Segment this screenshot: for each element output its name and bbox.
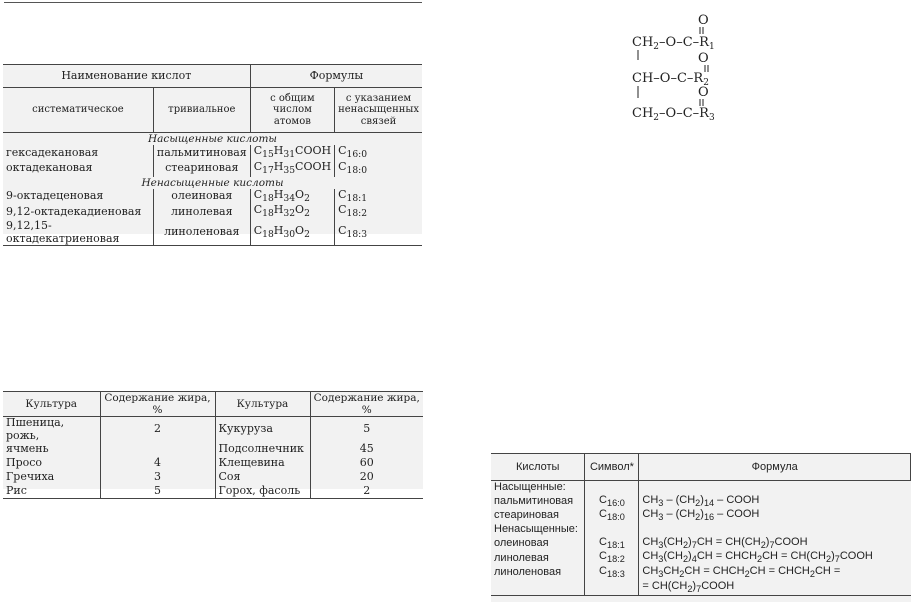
structure-row-1: $CH_2-O-C-R_1$ xyxy=(632,35,715,52)
fatty-acids-table xyxy=(3,64,422,245)
cell-symbol: $C_{18:1}$ xyxy=(585,536,639,551)
cell-crop: Просо xyxy=(6,456,43,470)
cell-formula: $CH_3 - (CH_2)_{14}$ – COOH xyxy=(639,494,911,509)
acid-formula-table xyxy=(491,453,911,602)
cell-short: $C_{18:2}$ xyxy=(335,204,422,220)
cell-fat: 5 xyxy=(310,417,423,443)
table-row xyxy=(491,508,911,523)
cell-symbol: $C_{16:0}$ xyxy=(585,494,639,509)
cell-systematic: 9,12,15-октадекатриеновая xyxy=(3,220,153,246)
table-row xyxy=(3,456,423,470)
cell-fat: 60 xyxy=(310,456,423,470)
cell-crop: Гречиха xyxy=(6,470,55,484)
table-row xyxy=(491,523,911,536)
cell-formula: $CH_3(CH_2)_4CH$ = $CHCH_2CH$ = $CH(CH_2)_7COOH$ xyxy=(639,550,911,565)
cell-fat xyxy=(100,442,215,456)
cell-crop: Кукуруза xyxy=(215,417,310,443)
cell-trivial: пальмитиновая xyxy=(153,145,250,161)
section-saturated: Насыщенные кислоты xyxy=(148,133,277,145)
table-row xyxy=(491,494,911,509)
structure-row-2: $CH-O-C-R_2$ xyxy=(632,71,709,88)
cell-fat: 2 xyxy=(100,417,215,443)
header-formulas: Формулы xyxy=(250,65,422,88)
cell-trivial: олеиновая xyxy=(153,189,250,205)
cell-formula: = $CH(CH_2)_7COOH$ xyxy=(639,580,911,595)
cell-crop: Подсолнечник xyxy=(215,442,310,456)
structure-row-3: $CH_2-O-C-R_3$ xyxy=(632,106,715,123)
cell-formula: $C_{18}H_{30}O_2$ xyxy=(250,220,334,246)
cell-trivial: линолевая xyxy=(153,204,250,220)
cell-formula: $C_{15}H_{31}COOH$ xyxy=(250,145,334,161)
cell-formula: $CH_3CH_2CH$ = $CHCH_2CH$ = $CHCH_2CH$ = xyxy=(639,565,911,580)
cell-fat: 2 xyxy=(310,484,423,499)
cell-acid: Ненасыщенные: xyxy=(494,523,578,536)
cell-acid: линолевая xyxy=(494,551,549,564)
table-row xyxy=(3,204,422,220)
header-fat: Содержание жира, % xyxy=(100,392,215,417)
cell-short: $C_{18:0}$ xyxy=(335,161,422,177)
oxygen-label: O xyxy=(698,85,709,100)
header-symbol: Символ* xyxy=(585,454,639,481)
header-systematic: систематическое xyxy=(3,88,153,133)
header-formula: Формула xyxy=(639,454,911,481)
header-general-formula: с общим числом атомов xyxy=(250,88,334,133)
cell-fat: 20 xyxy=(310,470,423,484)
cell-acid: олеиновая xyxy=(494,536,549,549)
table-row xyxy=(3,442,423,456)
table-row xyxy=(3,484,423,499)
cell-acid: стеариновая xyxy=(494,509,559,522)
cell-crop: Горох, фасоль xyxy=(215,484,310,499)
table-row xyxy=(3,417,423,443)
cell-short: $C_{16:0}$ xyxy=(335,145,422,161)
cell-short: $C_{18:1}$ xyxy=(335,189,422,205)
cell-systematic: октадекановая xyxy=(6,161,93,175)
table-row xyxy=(3,470,423,484)
cell-acid: пальмитиновая xyxy=(494,494,574,507)
table-row xyxy=(491,580,911,595)
cell-systematic: 9-октадеценовая xyxy=(6,189,104,203)
table-row xyxy=(3,145,422,161)
cell-formula: $CH_3 - (CH_2)_{16}$ – COOH xyxy=(639,508,911,523)
cell-systematic: гексадекановая xyxy=(6,145,99,159)
table-row xyxy=(3,161,422,177)
cell-crop: Рис xyxy=(3,484,100,499)
cell-formula: $C_{18}H_{32}O_2$ xyxy=(250,204,334,220)
cell-crop: Соя xyxy=(215,470,310,484)
crop-fat-table xyxy=(3,391,423,498)
header-crop: Культура xyxy=(3,392,100,417)
table-row xyxy=(491,481,911,494)
header-acids: Кислоты xyxy=(491,454,585,481)
table-row xyxy=(491,565,911,580)
cell-acid: линоленовая xyxy=(494,566,562,579)
header-acid-name: Наименование кислот xyxy=(3,65,250,88)
table-row xyxy=(3,220,422,246)
cell-trivial: стеариновая xyxy=(153,161,250,177)
cell-formula: $CH_3(CH_2)_7CH$ = $CH(CH_2)_7COOH$ xyxy=(639,536,911,551)
header-trivial: тривиальное xyxy=(153,88,250,133)
cell-formula: $C_{17}H_{35}COOH$ xyxy=(250,161,334,177)
header-crop: Культура xyxy=(215,392,310,417)
cell-formula: $C_{18}H_{34}O_2$ xyxy=(250,189,334,205)
header-fat: Содержание жира, % xyxy=(310,392,423,417)
cell-crop: ячмень xyxy=(6,442,49,456)
cell-crop: Клещевина xyxy=(215,456,310,470)
cell-acid: Насыщенные: xyxy=(494,481,566,493)
cell-symbol: $C_{18:0}$ xyxy=(585,508,639,523)
cell-fat: 5 xyxy=(100,484,215,499)
table-row xyxy=(3,189,422,205)
cell-symbol: $C_{18:2}$ xyxy=(585,550,639,565)
top-rule xyxy=(4,2,422,3)
section-unsaturated: Ненасыщенные кислоты xyxy=(141,176,284,189)
cell-trivial: линоленовая xyxy=(153,220,250,246)
table-row xyxy=(491,536,911,551)
oxygen-label: O xyxy=(698,51,709,66)
cell-fat: 45 xyxy=(310,442,423,456)
cell-fat: 3 xyxy=(100,470,215,484)
cell-crop: Пшеница, рожь, xyxy=(6,416,65,442)
triglyceride-structure xyxy=(630,10,780,125)
header-unsaturated-bonds: с указанием ненасыщенных связей xyxy=(335,88,422,133)
cell-symbol: $C_{18:3}$ xyxy=(585,565,639,580)
cell-short: $C_{18:3}$ xyxy=(335,220,422,246)
oxygen-label: O xyxy=(698,13,709,28)
cell-systematic: 9,12-октадекадиеновая xyxy=(6,204,142,218)
cell-fat: 4 xyxy=(100,456,215,470)
table-row xyxy=(491,550,911,565)
